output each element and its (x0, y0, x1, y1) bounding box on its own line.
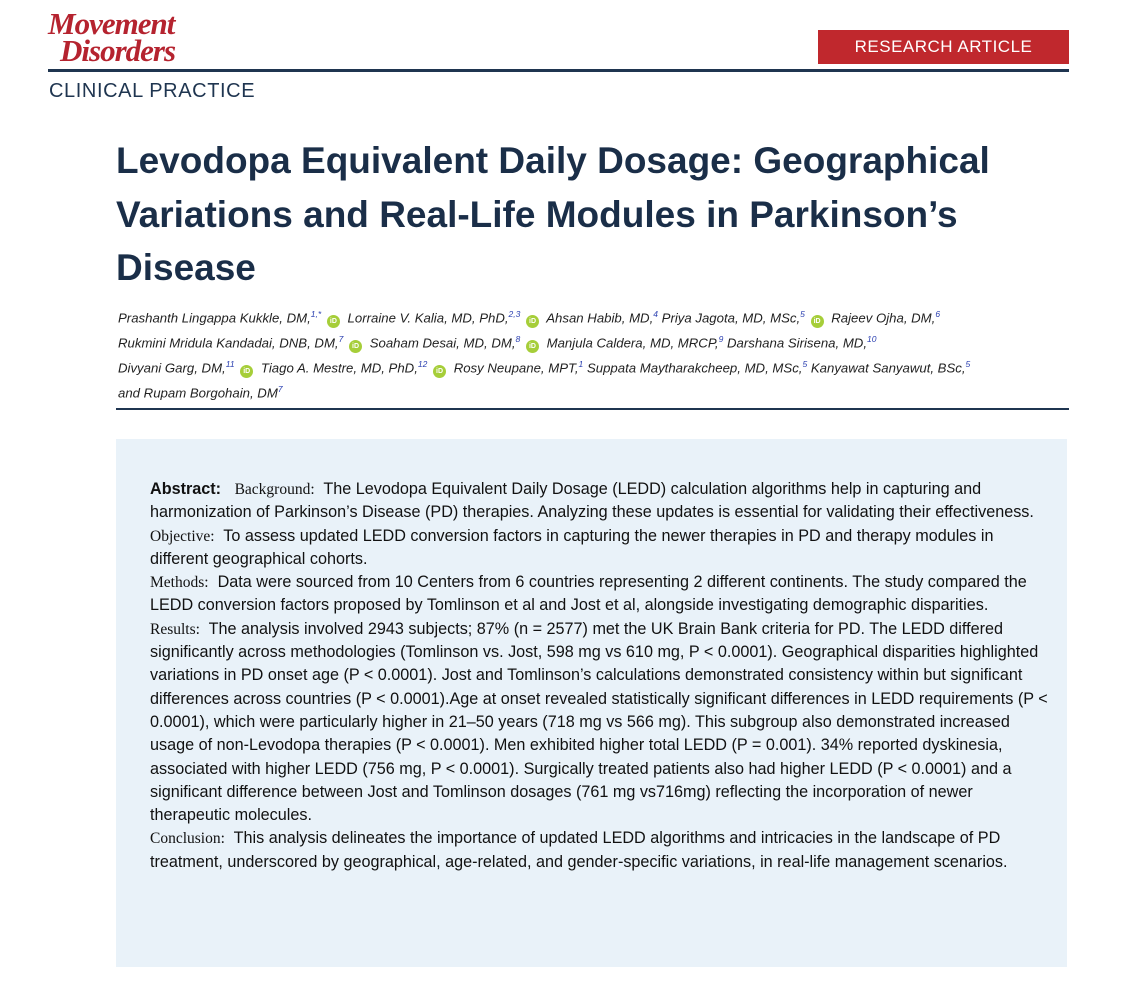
author-affiliation: 6 (935, 309, 941, 319)
orcid-icon[interactable]: iD (811, 315, 824, 328)
author-affiliation: 10 (867, 333, 877, 344)
abstract-objective (150, 525, 1050, 572)
orcid-icon[interactable]: iD (526, 340, 539, 353)
orcid-icon[interactable]: iD (349, 340, 362, 353)
abstract-label: Abstract: (150, 480, 222, 498)
masthead-divider (48, 69, 1069, 72)
orcid-icon[interactable]: iD (526, 315, 539, 328)
conclusion-text: This analysis delineates the importance of updated LEDD algorithms and intricacies in the landscape of PD treatment, underscored by geographical, age-related, and gender-specific variations, in real-life management scenarios. (150, 829, 1008, 871)
results-text: The analysis involved 2943 subjects; 87% (n = 2577) met the UK Brain Bank criteria for PD. The LEDD differed significantly across methodologies (Tomlinson vs. Jost, 598 mg vs 610 mg, P < 0.0001). Geographical disparities highlighted variations in PD onset age (P < 0.0001). Jost and Tomlinson’s calculations demonstrated consistency within but significant differences across countries (P < 0.0001).Age at onset revealed statistically significant differences in LEDD requirements (P < 0.0001), which were particularly higher in 21–50 years (718 mg vs 566 mg). This subgroup also demonstrated increased usage of non-Levodopa therapies (P < 0.0001). Men exhibited higher total LEDD (P = 0.001). 34% reported dyskinesia, associated with higher LEDD (756 mg, P < 0.0001). Surgically treated patients also had higher LEDD (P < 0.0001) and a significant difference between Jost and Tomlinson dosages (761 mg vs716mg) reflecting the incorporation of newer therapeutic molecules. (150, 619, 1048, 825)
abstract-results (150, 618, 1050, 828)
abstract-conclusion (150, 827, 1050, 874)
logo-line-2: Disorders (60, 33, 176, 68)
article-title: Levodopa Equivalent Daily Dosage: Geographical Variations and Real-Life Modules in Parkinson’s Disease (116, 140, 990, 288)
author[interactable]: and Rupam Borgohain, DM (118, 385, 278, 401)
author[interactable]: Prashanth Lingappa Kukkle, DM, (118, 310, 311, 326)
journal-subtitle: CLINICAL PRACTICE (49, 80, 256, 102)
background-label: Background: (234, 481, 315, 498)
author[interactable]: Suppata Maytharakcheep, MD, MSc, (586, 360, 803, 376)
results-label: Results: (150, 620, 200, 638)
author[interactable]: Manjula Caldera, MD, MRCP, (546, 335, 719, 351)
objective-label: Objective: (150, 527, 215, 545)
objective-text: To assess updated LEDD conversion factors in capturing the newer therapies in PD and therapy modules in different geographical cohorts. (150, 526, 994, 568)
orcid-icon[interactable]: iD (327, 315, 340, 328)
author[interactable]: Rosy Neupane, MPT, (453, 360, 579, 376)
author[interactable]: Soaham Desai, MD, DM, (369, 335, 516, 351)
author[interactable]: Divyani Garg, DM, (118, 360, 226, 376)
author-affiliation: 2,3 (508, 309, 521, 319)
author-affiliation: 8 (515, 333, 521, 344)
author-affiliation: 1,* (310, 309, 322, 319)
background-text: The Levodopa Equivalent Daily Dosage (LEDD) calculation algorithms help in capturing and harmonization of Parkinson’s Disease (PD) therapies. Analyzing these updates is essential for validating their effectiveness. (150, 480, 1034, 522)
logo-line-1: Movement (48, 6, 175, 41)
author-affiliation: 5 (800, 309, 805, 319)
author[interactable]: Priya Jagota, MD, MSc, (661, 310, 801, 326)
methods-label: Methods: (150, 574, 209, 592)
abstract (150, 478, 1050, 874)
abstract-background (150, 478, 1050, 525)
orcid-icon[interactable]: iD (240, 365, 253, 378)
author[interactable]: Kanyawat Sanyawut, BSc, (810, 360, 966, 376)
article-type-badge: RESEARCH ARTICLE (818, 30, 1069, 64)
author-list (118, 304, 1078, 404)
author-affiliation: 7 (338, 333, 344, 344)
author-affiliation: 11 (225, 358, 235, 369)
author-affiliation: 9 (718, 333, 724, 344)
author[interactable]: Rukmini Mridula Kandadai, DNB, DM, (118, 335, 339, 351)
author[interactable]: Rajeev Ojha, DM, (831, 310, 936, 326)
conclusion-label: Conclusion: (150, 830, 225, 848)
author-affiliation: 1 (578, 358, 584, 369)
author[interactable]: Ahsan Habib, MD, (546, 310, 654, 326)
author-affiliation: 5 (802, 358, 808, 369)
author-affiliation: 5 (965, 358, 971, 369)
authors-divider (116, 408, 1069, 410)
journal-logo (48, 6, 176, 68)
author-affiliation: 7 (277, 383, 283, 394)
author-affiliation: 12 (417, 358, 428, 369)
author-affiliation: 4 (653, 309, 658, 319)
author[interactable]: Lorraine V. Kalia, MD, PhD, (347, 310, 509, 326)
abstract-methods (150, 571, 1050, 618)
orcid-icon[interactable]: iD (433, 365, 446, 378)
methods-text: Data were sourced from 10 Centers from 6 countries representing 2 different continents. The study compared the LEDD conversion factors proposed by Tomlinson et al and Jost et al, alongside investigating demographic disparities. (150, 573, 1027, 615)
author[interactable]: Darshana Sirisena, MD, (727, 335, 867, 351)
author[interactable]: Tiago A. Mestre, MD, PhD, (260, 360, 418, 376)
